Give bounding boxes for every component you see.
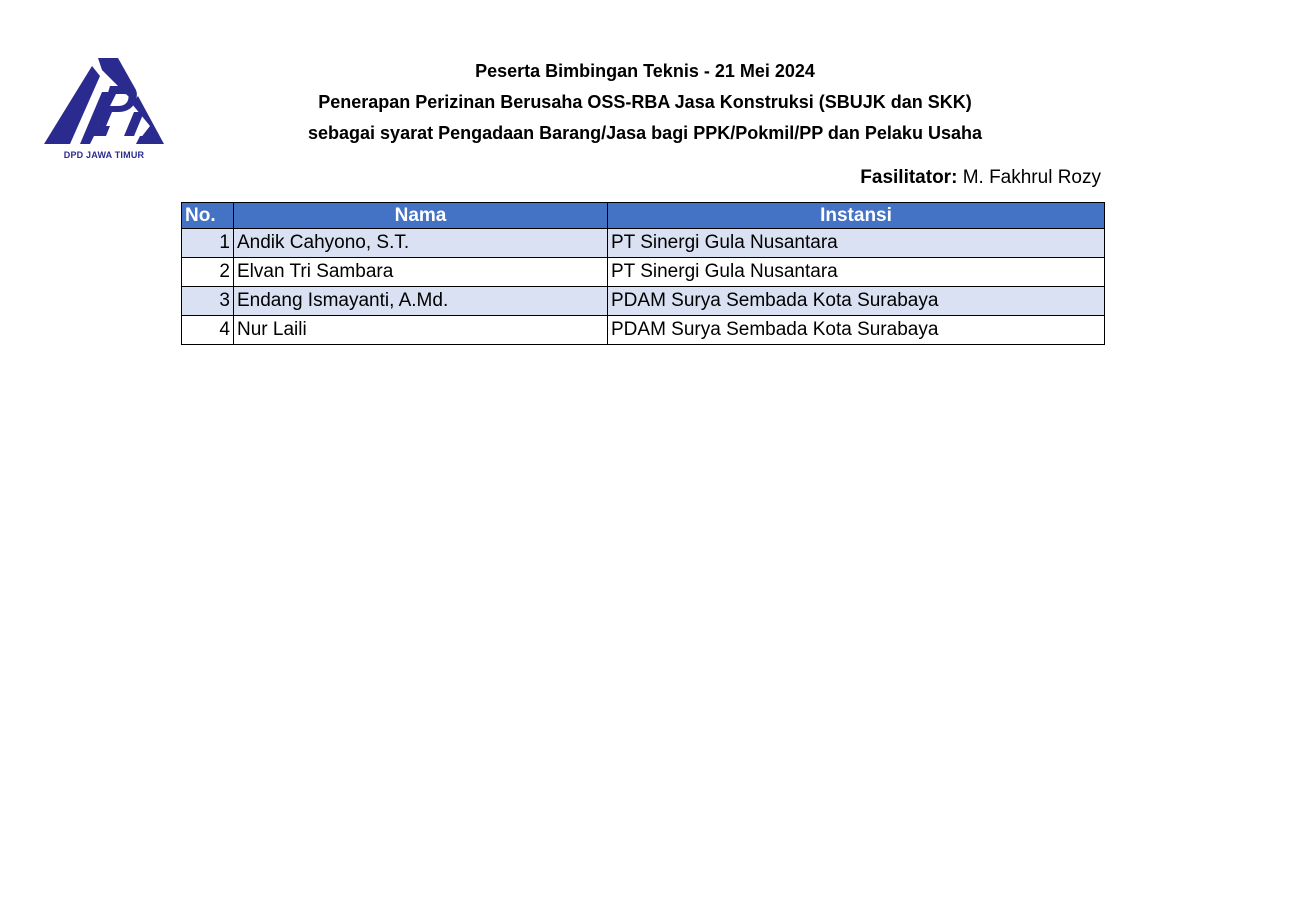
title-line-2: Penerapan Perizinan Berusaha OSS-RBA Jasa Konstruksi (SBUJK dan SKK) — [318, 92, 972, 112]
cell-nama: Elvan Tri Sambara — [234, 258, 608, 287]
title-line-3: sebagai syarat Pengadaan Barang/Jasa bagi PPK/Pokmil/PP dan Pelaku Usaha — [308, 123, 982, 143]
column-header-instansi: Instansi — [608, 203, 1105, 229]
cell-instansi: PDAM Surya Sembada Kota Surabaya — [608, 316, 1105, 345]
logo-caption: DPD JAWA TIMUR — [63, 150, 145, 160]
cell-nama: Nur Laili — [234, 316, 608, 345]
column-header-no: No. — [182, 203, 234, 229]
cell-instansi: PT Sinergi Gula Nusantara — [608, 258, 1105, 287]
fasilitator-label: Fasilitator: — [860, 167, 958, 188]
fasilitator-name: M. Fakhrul Rozy — [962, 167, 1101, 188]
column-header-nama: Nama — [234, 203, 608, 229]
cell-nama: Andik Cahyono, S.T. — [234, 229, 608, 258]
cell-no: 3 — [182, 287, 234, 316]
participants-table — [181, 202, 1105, 345]
table-row — [182, 229, 1105, 258]
table-header-row — [182, 203, 1105, 229]
table-row — [182, 258, 1105, 287]
cell-no: 4 — [182, 316, 234, 345]
cell-nama: Endang Ismayanti, A.Md. — [234, 287, 608, 316]
cell-instansi: PT Sinergi Gula Nusantara — [608, 229, 1105, 258]
fasilitator — [860, 166, 1101, 190]
title-line-1: Peserta Bimbingan Teknis - 21 Mei 2024 — [475, 61, 815, 81]
table-row — [182, 316, 1105, 345]
table-row — [182, 287, 1105, 316]
cell-no: 1 — [182, 229, 234, 258]
cell-no: 2 — [182, 258, 234, 287]
cell-instansi: PDAM Surya Sembada Kota Surabaya — [608, 287, 1105, 316]
